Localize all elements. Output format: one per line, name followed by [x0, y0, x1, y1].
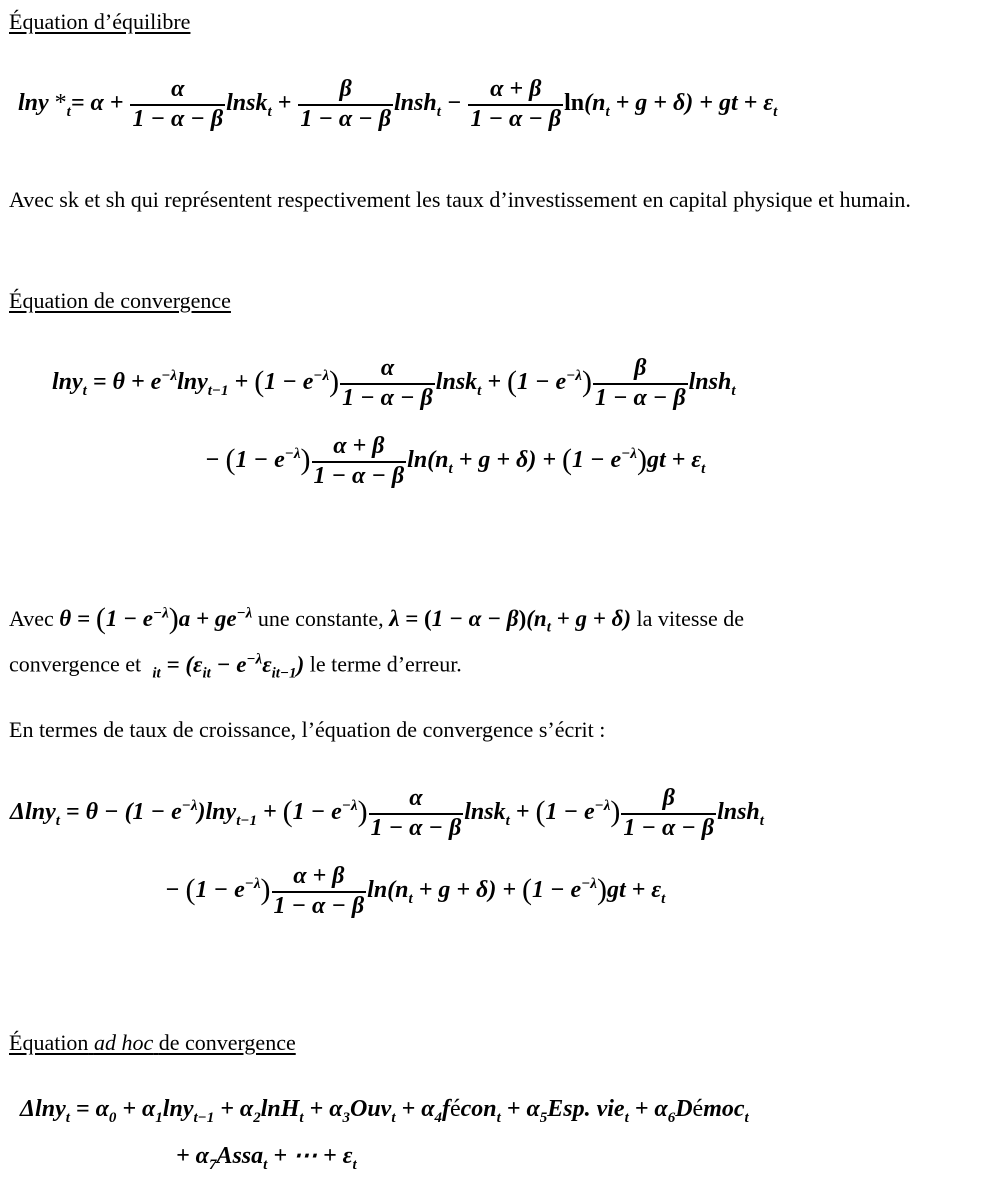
- text-constante: une constante,: [257, 606, 384, 631]
- sk-sh-note: Avec sk et sh qui représentent respectivement les taux d’investissement en capital physique et humain.: [9, 187, 911, 212]
- heading-adhoc-italic: ad hoc: [93, 1030, 154, 1055]
- equation-adhoc-line1: $\Delta\ln y_t = \alpha_0 + \alpha_1\ln y_{t-1} + \alpha_2\ln H_t + \alpha_3Ouv_t$ + $\alpha_4fécon_t + \alpha_5Esp$. $vie_t + \alpha_6Démoc_t$: [20, 1096, 749, 1126]
- equation-growth-line2: − $(1 - e^{-\lambda})$ $\frac{\alpha + \beta}{1 - \alpha - \beta}$ $\ln(n_t + g + \delta) + (1 - e^{-\lambda})gt + \varepsilon_t$: [165, 863, 666, 919]
- equation-convergence-line2: − $(1 - e^{-\lambda})$ $\frac{\alpha + \beta}{1 - \alpha - \beta}$ $\ln(n_t + g + \delta) + (1 - e^{-\lambda})gt + \varepsilon_t$: [205, 433, 706, 489]
- equation-growth-line1: $\Delta\ln y_t = \theta - (1 - e^{-\lambda})\ln y_{t-1} + (1 - e^{-\lambda})$ $\frac{\alpha}{1 - \alpha - \beta}$ lnsk$_t$ + $(1 - e^{-\lambda})$ $\frac{\beta}{1 - \alpha - \beta}$ lnsh$_t$: [10, 785, 764, 841]
- heading-adhoc-post: de convergence: [158, 1030, 296, 1055]
- equation-equilibre: lny $*_t= \alpha$ + $\frac{\alpha}{1 - \alpha - \beta}$ lnsk$_t$ + $\frac{\beta}{1 - \alpha - \beta}$ lnsh$_t$ − $\frac{\alpha + \beta}{1 - \alpha - \beta}$ $\ln(n_t + g + \delta)$ + gt + $\varepsilon_t$: [18, 76, 778, 132]
- growth-rate-intro: En termes de taux de croissance, l’équation de convergence s’écrit :: [9, 717, 606, 742]
- heading-equation-equilibre: Équation d’équilibre: [9, 9, 191, 34]
- text-convergence-et: convergence et: [9, 651, 142, 677]
- error-formula: $_{it} = (\varepsilon_{it} - e^{-\lambda}\varepsilon_{it-1})$: [152, 651, 305, 682]
- heading-adhoc-pre: Équation: [9, 1030, 89, 1055]
- text-avec: Avec: [9, 606, 54, 631]
- error-term-line: [9, 651, 462, 682]
- equation-convergence-line1: $\ln y_t = \theta + e^{-\lambda}\ln y_{t-1} + (1 - e^{-\lambda})$ $\frac{\alpha}{1 - \alpha - \beta}$ lnsk$_t$ + $(1 - e^{-\lambda})$ $\frac{\beta}{1 - \alpha - \beta}$ lnsh$_t$: [52, 355, 736, 411]
- heading-equation-convergence: Équation de convergence: [9, 288, 231, 313]
- text-vitesse: la vitesse de: [636, 606, 745, 631]
- text-terme-erreur: le terme d’erreur.: [309, 651, 462, 677]
- heading-equation-ad-hoc: [9, 1030, 296, 1056]
- theta-lambda-line: [9, 600, 744, 637]
- theta-formula: $\theta = (1 - e^{-\lambda})a + ge^{-\lambda}$: [59, 602, 253, 635]
- lambda-formula: $\lambda = (1 - \alpha - \beta)(n_t + g + \delta)$: [389, 606, 632, 636]
- equation-adhoc-line2: + $\alpha_7Assa_t$ + ⋯ + $\varepsilon_t$: [176, 1143, 357, 1173]
